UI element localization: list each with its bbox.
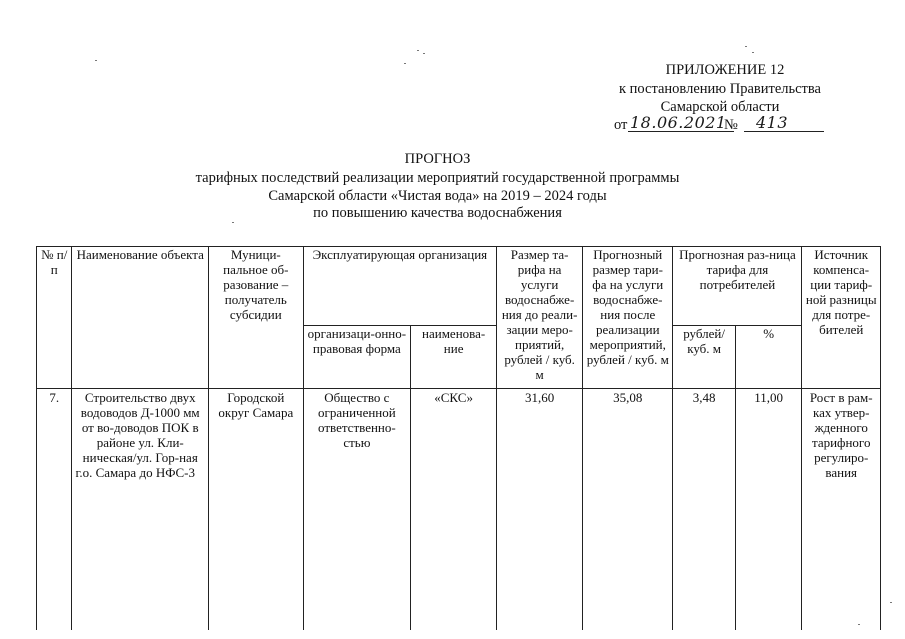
scan-speck — [890, 602, 892, 603]
handwritten-number: 413 — [756, 113, 789, 132]
date-prefix: от — [614, 117, 628, 133]
cell-tariff-before: 31,60 — [497, 389, 583, 631]
cell-name: Строительство двух водоводов Д-1000 мм от во-доводов ПОК в районе ул. Кли-ническая/ул. Гор-ная г.о. Самара до НФС-3 — [72, 389, 209, 631]
col-header-source: Источник компенса-ции тариф-ной разницы для потре-бителей — [802, 247, 881, 389]
col-header-diff-rub: рублей/ куб. м — [673, 326, 735, 389]
appendix-region-line: Самарской области — [660, 99, 780, 115]
col-header-municipal: Муници-пальное об-разование – получатель субсидии — [209, 247, 304, 389]
col-header-difference: Прогнозная раз-ница тарифа для потребителей — [673, 247, 802, 326]
table-row — [37, 389, 881, 631]
tariff-forecast-table — [36, 246, 881, 630]
doc-subtitle-3: по повышению качества водоснабжения — [313, 205, 562, 221]
col-header-diff-pct: % — [735, 326, 802, 389]
scan-speck — [95, 60, 97, 61]
doc-subtitle-2: Самарской области «Чистая вода» на 2019 – 2024 годы — [268, 188, 607, 204]
col-header-operator-form: организаци-онно-правовая форма — [303, 326, 411, 389]
col-header-name: Наименование объекта — [72, 247, 209, 389]
date-underline — [628, 131, 734, 132]
scan-speck — [752, 52, 754, 53]
appendix-heading: ПРИЛОЖЕНИЕ 12 — [665, 62, 785, 78]
handwritten-date: 18.06.2021 — [630, 113, 727, 132]
cell-source: Рост в рам-ках утвер-жденного тарифного регулиро-вания — [802, 389, 881, 631]
header-row-1 — [37, 247, 881, 326]
col-header-num: № п/п — [37, 247, 72, 389]
scan-speck — [423, 53, 425, 54]
scan-speck — [417, 50, 419, 51]
scan-speck — [404, 63, 406, 64]
scan-speck — [232, 222, 234, 223]
doc-title: ПРОГНОЗ — [404, 151, 471, 167]
cell-num: 7. — [37, 389, 72, 631]
appendix-date-number-line — [614, 113, 829, 135]
scan-speck — [858, 624, 860, 625]
number-underline — [744, 131, 824, 132]
cell-diff-pct: 11,00 — [735, 389, 802, 631]
scan-speck — [745, 46, 747, 47]
col-header-tariff-after: Прогнозный размер тари-фа на услуги водоснабже-ния после реализации мероприятий, рублей / куб. м — [583, 247, 673, 389]
col-header-operator-name: наименова-ние — [411, 326, 497, 389]
cell-tariff-after: 35,08 — [583, 389, 673, 631]
col-header-operator: Эксплуатирующая организация — [303, 247, 497, 326]
cell-diff-rub: 3,48 — [673, 389, 735, 631]
cell-municipal: Городской округ Самара — [209, 389, 304, 631]
cell-operator-name: «СКС» — [411, 389, 497, 631]
col-header-tariff-before: Размер та-рифа на услуги водоснабже-ния до реали-зации меро-приятий, рублей / куб. м — [497, 247, 583, 389]
appendix-resolution-line: к постановлению Правительства — [619, 81, 821, 97]
number-sign: № — [724, 117, 738, 133]
cell-operator-form: Общество с ограниченной ответственно-стью — [303, 389, 411, 631]
doc-subtitle-1: тарифных последствий реализации мероприятий государственной программы — [195, 170, 680, 186]
